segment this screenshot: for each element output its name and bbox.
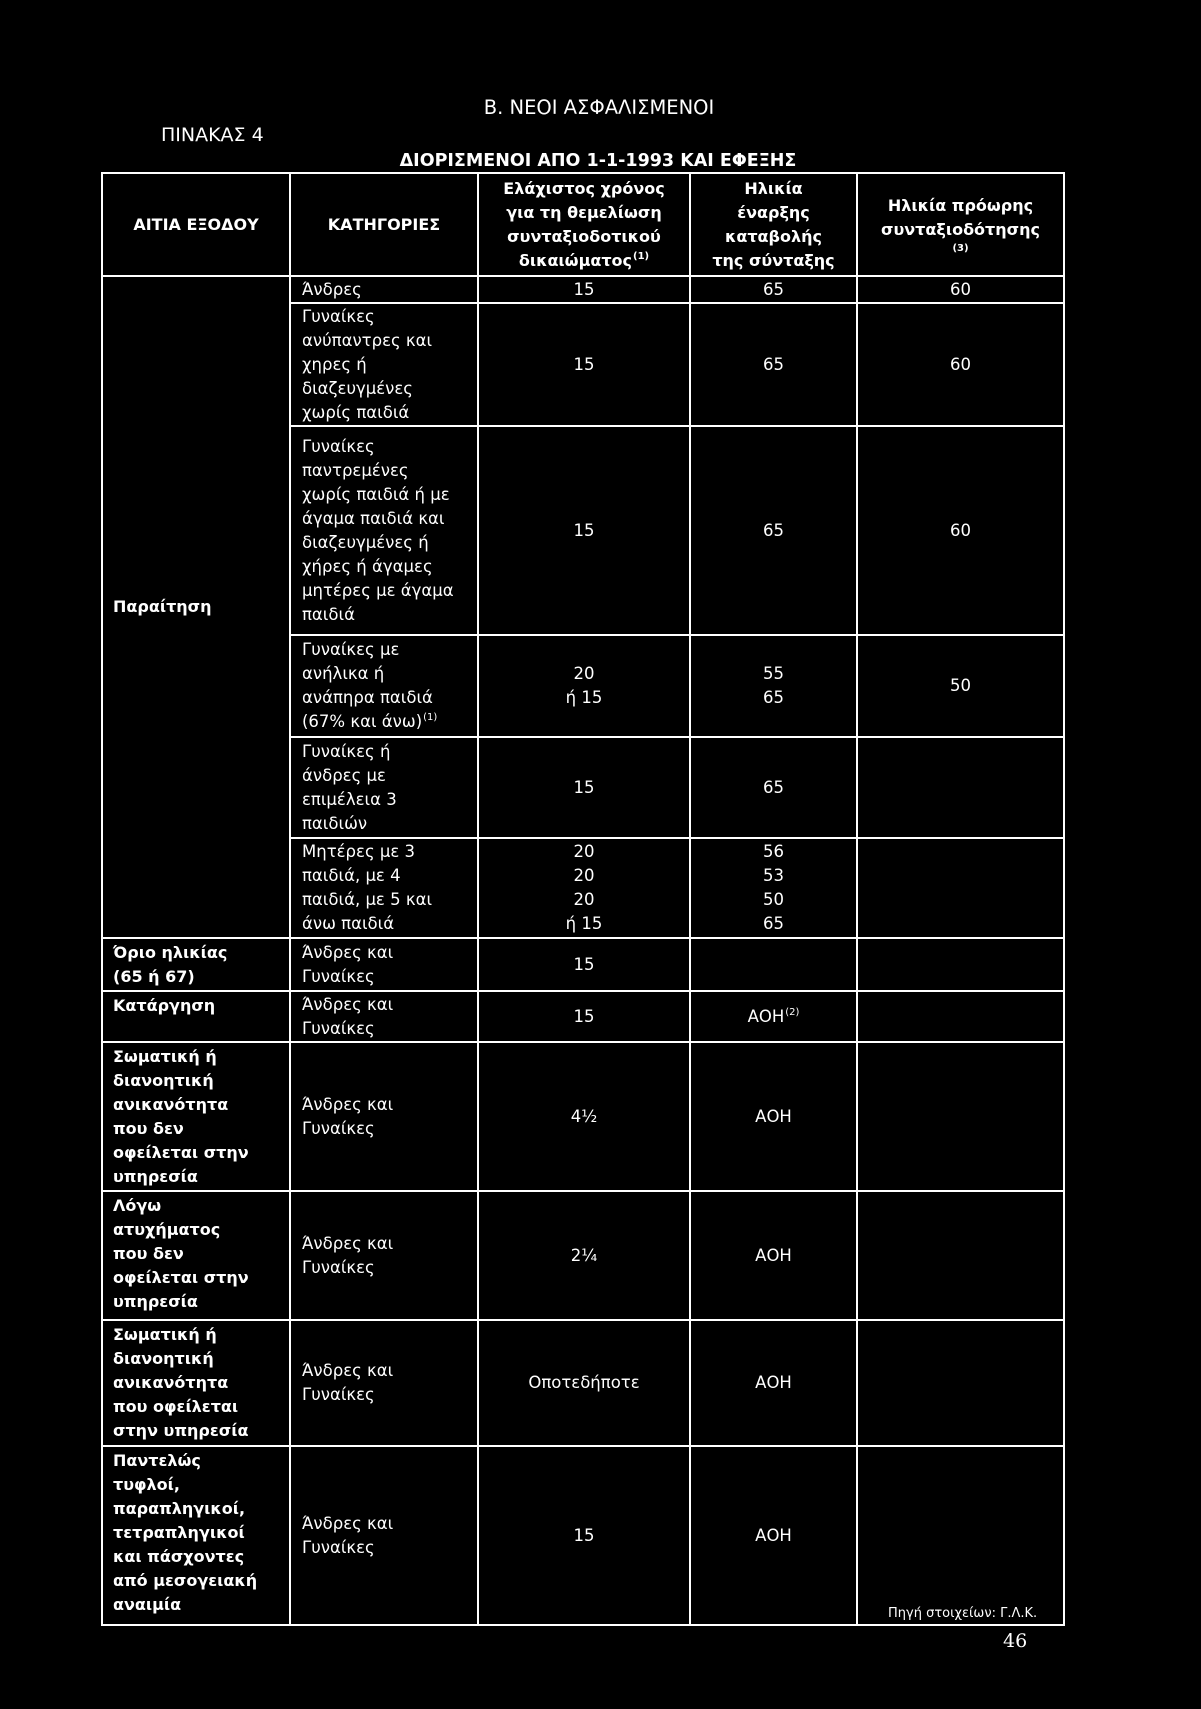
start-age-cell: 65: [690, 276, 857, 303]
footnote-marker: (1): [633, 250, 650, 262]
min-time-cell: 15: [478, 303, 690, 426]
start-age-cell: ΑΟΗ: [690, 1320, 857, 1446]
category-cell: Άνδρες και Γυναίκες: [290, 1446, 478, 1625]
start-age-cell: [690, 938, 857, 991]
header-min-time-text: Ελάχιστος χρόνος για τη θεμελίωση συνταξιοδοτικού δικαιώματος: [503, 178, 665, 270]
header-categories: ΚΑΤΗΓΟΡΙΕΣ: [290, 173, 478, 276]
start-age-cell: ΑΟΗ: [690, 1042, 857, 1191]
category-cell: Μητέρες με 3 παιδιά, με 4 παιδιά, με 5 και άνω παιδιά: [290, 838, 478, 938]
section-title: Β. ΝΕΟΙ ΑΣΦΑΛΙΣΜΕΝΟΙ: [483, 96, 715, 119]
min-time-cell: 4½: [478, 1042, 690, 1191]
reason-cell: Όριο ηλικίας (65 ή 67): [102, 938, 290, 991]
start-age-text: ΑΟΗ: [747, 1006, 785, 1026]
table-subtitle: ΔΙΟΡΙΣΜΕΝΟΙ ΑΠΟ 1-1-1993 ΚΑΙ ΕΦΕΞΗΣ: [399, 151, 797, 171]
category-cell: Άνδρες και Γυναίκες: [290, 938, 478, 991]
early-age-cell: [857, 1320, 1064, 1446]
table-row: [102, 1446, 1064, 1625]
category-cell: Γυναίκες ή άνδρες με επιμέλεια 3 παιδιών: [290, 737, 478, 838]
table-row: [102, 276, 1064, 303]
early-age-cell: [857, 737, 1064, 838]
start-age-cell: 65: [690, 426, 857, 635]
category-cell: Γυναίκες παντρεμένες χωρίς παιδιά ή με άγαμα παιδιά και διαζευγμένες ή χήρες ή άγαμες μητέρες με άγαμα παιδιά: [290, 426, 478, 635]
category-cell: [290, 635, 478, 737]
start-age-cell: ΑΟΗ: [690, 1191, 857, 1320]
category-cell: Γυναίκες ανύπαντρες και χηρες ή διαζευγμένες χωρίς παιδιά: [290, 303, 478, 426]
min-time-cell: 15: [478, 737, 690, 838]
start-age-cell: ΑΟΗ: [690, 1446, 857, 1625]
start-age-cell: 56 53 50 65: [690, 838, 857, 938]
early-age-cell: [857, 1191, 1064, 1320]
early-age-cell: [857, 991, 1064, 1042]
start-age-cell: [690, 991, 857, 1042]
early-age-cell: 50: [857, 635, 1064, 737]
footnote-marker: (2): [785, 1006, 800, 1018]
min-time-cell: 20 ή 15: [478, 635, 690, 737]
footnote-marker: (1): [423, 712, 438, 723]
table-row: [102, 938, 1064, 991]
footnote-marker: (3): [952, 243, 969, 254]
source-note: Πηγή στοιχείων: Γ.Λ.Κ.: [888, 1606, 1038, 1621]
min-time-cell: 15: [478, 991, 690, 1042]
category-cell: Άνδρες και Γυναίκες: [290, 991, 478, 1042]
early-age-cell: [857, 938, 1064, 991]
table-row: [102, 1042, 1064, 1191]
early-age-cell: 60: [857, 303, 1064, 426]
category-cell: Άνδρες και Γυναίκες: [290, 1320, 478, 1446]
page-number: 46: [1003, 1630, 1028, 1652]
start-age-cell: 65: [690, 303, 857, 426]
table-row: [102, 991, 1064, 1042]
reason-cell: Παντελώς τυφλοί, παραπληγικοί, τετραπληγικοί και πάσχοντες από μεσογειακή αναιμία: [102, 1446, 290, 1625]
min-time-cell: 15: [478, 938, 690, 991]
header-reason: ΑΙΤΙΑ ΕΞΟΔΟΥ: [102, 173, 290, 276]
early-age-cell: 60: [857, 276, 1064, 303]
category-text: Γυναίκες με ανήλικα ή ανάπηρα παιδιά (67% και άνω): [302, 640, 433, 731]
min-time-cell: Οποτεδήποτε: [478, 1320, 690, 1446]
table-label: ΠΙΝΑΚΑΣ 4: [161, 124, 264, 146]
category-cell: Άνδρες και Γυναίκες: [290, 1042, 478, 1191]
min-time-cell: 15: [478, 1446, 690, 1625]
min-time-cell: 15: [478, 426, 690, 635]
reason-cell: Κατάργηση: [102, 991, 290, 1042]
early-age-cell: [857, 838, 1064, 938]
header-early-age-text: Ηλικία πρόωρης συνταξιοδότησης: [881, 196, 1040, 239]
early-age-cell: 60: [857, 426, 1064, 635]
header-min-time: [478, 173, 690, 276]
reason-cell: Σωματική ή διανοητική ανικανότητα που δεν οφείλεται στην υπηρεσία: [102, 1042, 290, 1191]
min-time-cell: 2¼: [478, 1191, 690, 1320]
start-age-cell: 65: [690, 737, 857, 838]
reason-cell: Σωματική ή διανοητική ανικανότητα που οφείλεται στην υπηρεσία: [102, 1320, 290, 1446]
table-row: [102, 1320, 1064, 1446]
reason-cell: Παραίτηση: [102, 276, 290, 938]
reason-cell: Λόγω ατυχήματος που δεν οφείλεται στην υπηρεσία: [102, 1191, 290, 1320]
table-row: [102, 1191, 1064, 1320]
header-start-age: Ηλικία έναρξης καταβολής της σύνταξης: [690, 173, 857, 276]
early-age-cell: [857, 1042, 1064, 1191]
start-age-cell: 55 65: [690, 635, 857, 737]
min-time-cell: 20 20 20 ή 15: [478, 838, 690, 938]
header-early-age: [857, 173, 1064, 276]
category-cell: Άνδρες: [290, 276, 478, 303]
early-age-cell: [857, 1446, 1064, 1625]
pension-eligibility-table: [101, 172, 1065, 1626]
header-row: [102, 173, 1064, 276]
category-cell: Άνδρες και Γυναίκες: [290, 1191, 478, 1320]
min-time-cell: 15: [478, 276, 690, 303]
